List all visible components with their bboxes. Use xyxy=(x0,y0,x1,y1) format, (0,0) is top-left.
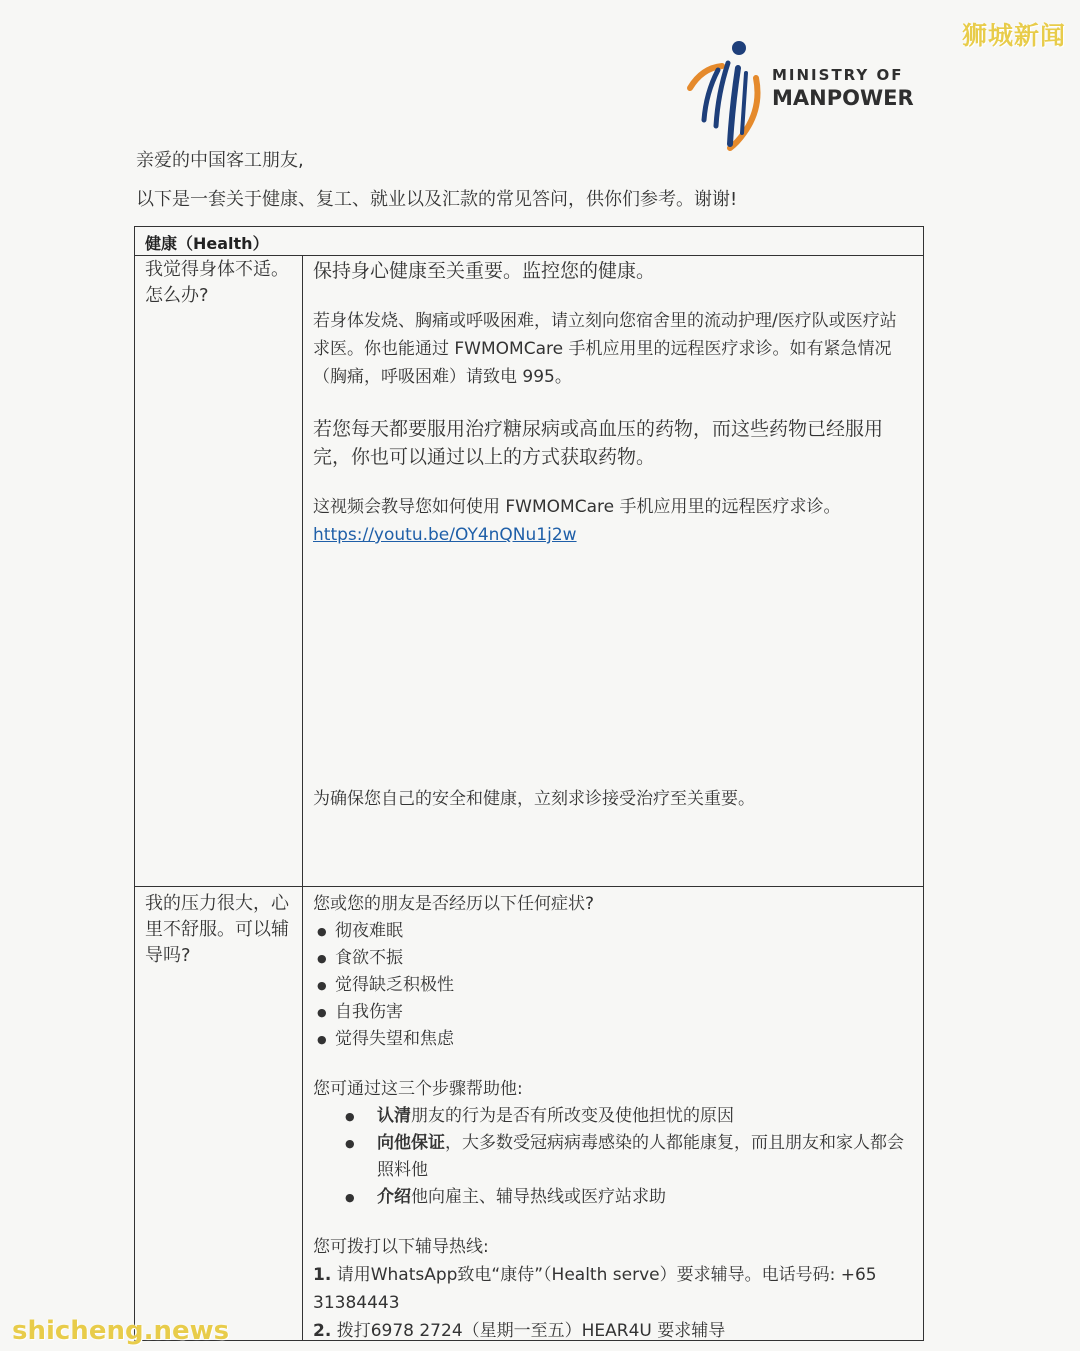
step-item xyxy=(313,1103,913,1130)
column-divider xyxy=(302,256,303,1340)
step-item xyxy=(313,1130,913,1184)
video-link[interactable]: https://youtu.be/OY4nQNu1j2w xyxy=(313,525,577,545)
question-1: 我觉得身体不适。怎么办? xyxy=(145,259,289,306)
hotline-1-text: 请用WhatsApp致电“康侍”（Health serve）要求辅导。电话号码: +65 31384443 xyxy=(313,1265,877,1313)
symptom-item: ● 自我伤害 xyxy=(313,999,913,1026)
symptom-item: ● 觉得失望和焦虑 xyxy=(313,1026,913,1053)
symptom-item: ● 觉得缺乏积极性 xyxy=(313,972,913,999)
mom-emblem-icon xyxy=(682,38,772,153)
logo-text-manpower: MANPOWER xyxy=(772,86,914,110)
step-text: 他向雇主、辅导热线或医疗站求助 xyxy=(411,1187,666,1207)
answer-2-p1: 您或您的朋友是否经历以下任何症状? xyxy=(313,894,595,914)
symptom-item: ● 食欲不振 xyxy=(313,945,913,972)
symptom-list xyxy=(313,918,913,1053)
step-text: 朋友的行为是否有所改变及使他担忧的原因 xyxy=(411,1106,734,1126)
table-header xyxy=(135,227,923,256)
watermark-top: 狮城新闻 xyxy=(961,21,1066,50)
question-2: 我的压力很大，心里不舒服。可以辅导吗? xyxy=(145,893,289,966)
hotline-2-number: 2. xyxy=(313,1321,332,1341)
watermark-bottom: shicheng.news xyxy=(12,1316,230,1346)
mom-logo xyxy=(682,38,922,153)
step-text: ，大多数受冠病病毒感染的人都能康复，而且朋友和家人都会照料他 xyxy=(377,1133,904,1180)
section-title: 健康（Health） xyxy=(145,234,269,253)
answer-1-p5: 为确保您自己的安全和健康，立刻求诊接受治疗至关重要。 xyxy=(313,789,755,809)
answer-1 xyxy=(313,257,913,813)
step-keyword: 认清 xyxy=(377,1106,411,1126)
answer-1-p1: 保持身心健康至关重要。监控您的健康。 xyxy=(313,260,656,282)
hotline-2-text: 拨打6978 2724（星期一至五）HEAR4U 要求辅导 xyxy=(331,1321,726,1341)
hotline-2 xyxy=(313,1317,913,1345)
faq-table xyxy=(134,226,924,1341)
step-item xyxy=(313,1184,913,1211)
hotline-1-number: 1. xyxy=(313,1265,332,1285)
steps-list xyxy=(313,1103,913,1211)
hotline-1 xyxy=(313,1261,913,1317)
answer-2-p3: 您可拨打以下辅导热线: xyxy=(313,1237,489,1257)
answer-2 xyxy=(313,890,913,1345)
answer-1-p4: 这视频会教导您如何使用 FWMOMCare 手机应用里的远程医疗求诊。 xyxy=(313,497,841,517)
answer-2-p2: 您可通过这三个步骤帮助他: xyxy=(313,1079,523,1099)
row-divider xyxy=(135,886,923,887)
answer-1-p3: 若您每天都要服用治疗糖尿病或高血压的药物，而这些药物已经服用完，你也可以通过以上的方式获取药物。 xyxy=(313,418,884,468)
greeting: 亲爱的中国客工朋友, xyxy=(136,150,304,171)
symptom-item: ● 彻夜难眠 xyxy=(313,918,913,945)
answer-1-p2: 若身体发烧、胸痛或呼吸困难，请立刻向您宿舍里的流动护理/医疗队或医疗站求医。你也能通过 FWMOMCare 手机应用里的远程医疗求诊。如有紧急情况（胸痛，呼吸困难）请致电 995。 xyxy=(313,311,897,387)
intro-text: 以下是一套关于健康、复工、就业以及汇款的常见答问，供你们参考。谢谢! xyxy=(136,189,738,210)
step-keyword: 向他保证 xyxy=(377,1133,445,1153)
logo-text-ministry: MINISTRY OF xyxy=(772,66,904,84)
step-keyword: 介绍 xyxy=(377,1187,411,1207)
